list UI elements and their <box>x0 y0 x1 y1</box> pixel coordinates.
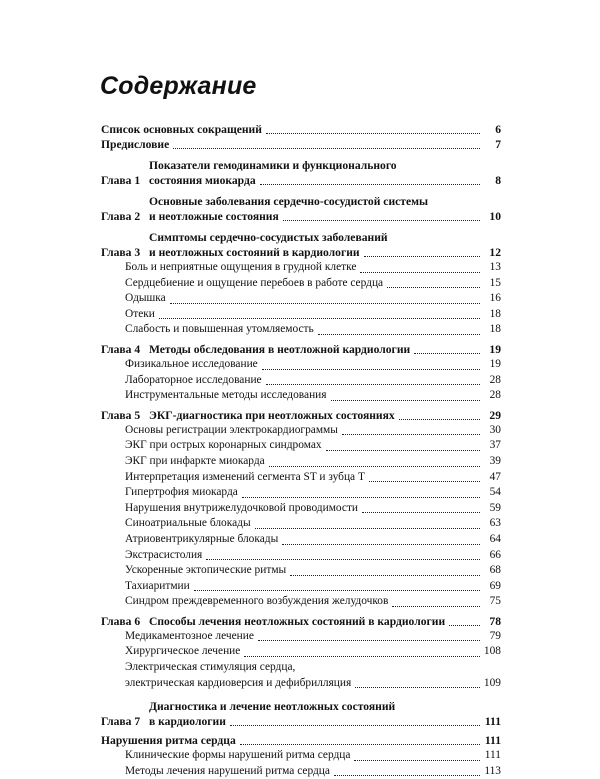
toc-entry-text: Список основных сокращений <box>101 123 262 136</box>
toc-subentry[interactable] <box>101 438 501 454</box>
toc-page-number: 39 <box>489 454 501 467</box>
toc-entry-text: Нарушения ритма сердца <box>101 734 236 748</box>
leader-dots <box>282 544 480 545</box>
toc-subentry[interactable] <box>101 594 501 610</box>
toc-page-number: 69 <box>489 579 501 592</box>
toc-page-number: 111 <box>484 734 501 748</box>
toc-page-number: 7 <box>495 138 501 151</box>
leader-dots <box>206 559 480 560</box>
toc-page-number: 13 <box>489 261 501 273</box>
leader-dots <box>266 384 480 385</box>
toc-subentry[interactable] <box>101 748 501 764</box>
toc-entry-text: ЭКГ при инфаркте миокарда <box>125 454 265 467</box>
leader-dots <box>318 334 480 335</box>
toc-subentry[interactable] <box>101 579 501 595</box>
toc-page-number: 66 <box>489 548 501 561</box>
toc-page-number: 28 <box>489 373 501 386</box>
toc-chapter[interactable] <box>101 699 501 729</box>
leader-dots <box>194 590 480 591</box>
toc-entry-text: Тахиаритмии <box>125 579 190 592</box>
toc-entry-text: Инструментальные методы исследования <box>125 389 327 402</box>
toc-entry-text: Интерпретация изменений сегмента ST и зубца T <box>125 470 365 483</box>
chapter-title-line: Симптомы сердечно-сосудистых заболеваний <box>149 231 388 244</box>
toc-page-number: 18 <box>489 307 501 320</box>
chapter-title-line: ЭКГ-диагностика при неотложных состояниях <box>149 408 395 422</box>
toc-subentry[interactable] <box>101 532 501 548</box>
toc-entry-text: Хирургическое лечение <box>125 645 241 658</box>
toc-page-number: 37 <box>489 439 501 452</box>
toc-page-number: 12 <box>489 246 501 259</box>
chapter-label: Глава 7 <box>101 715 141 729</box>
leader-dots <box>414 353 480 354</box>
chapter-title-line: Показатели гемодинамики и функционального <box>149 159 397 172</box>
toc-page-number: 18 <box>489 323 501 336</box>
toc-subentry[interactable] <box>101 373 501 389</box>
leader-dots <box>269 466 480 467</box>
leader-dots <box>392 606 480 607</box>
toc-entry-text: Лабораторное исследование <box>125 373 262 386</box>
toc-subentry[interactable] <box>101 764 501 779</box>
leader-dots <box>170 303 480 304</box>
toc-subentry[interactable] <box>101 485 501 501</box>
toc-page-number: 109 <box>483 676 501 689</box>
toc-page-number: 16 <box>489 292 501 305</box>
toc-page-number: 30 <box>489 423 501 436</box>
leader-dots <box>326 450 480 451</box>
chapter-label: Глава 6 <box>101 614 141 628</box>
toc-page-number: 54 <box>489 486 501 499</box>
leader-dots <box>355 687 480 688</box>
toc-entry[interactable] <box>101 122 501 137</box>
toc-entry-text: Нарушения внутрижелудочковой проводимости <box>125 501 359 514</box>
toc-subentry[interactable] <box>101 276 501 292</box>
toc-chapter[interactable] <box>101 194 501 224</box>
toc-page-number: 78 <box>489 614 501 628</box>
chapter-label: Глава 4 <box>101 342 141 356</box>
toc-page-number: 47 <box>489 470 501 483</box>
toc-subentry[interactable] <box>101 423 501 439</box>
toc-page-number: 59 <box>489 501 501 514</box>
toc-entry[interactable] <box>101 733 501 748</box>
toc-entry-text: Синдром преждевременного возбуждения желудочков <box>125 595 389 608</box>
toc-chapter[interactable] <box>101 342 501 357</box>
leader-dots <box>360 272 480 273</box>
chapter-label: Глава 1 <box>101 174 141 187</box>
leader-dots <box>283 220 480 221</box>
leader-dots <box>449 625 480 626</box>
toc-entry-text: Предисловие <box>101 138 170 151</box>
leader-dots <box>399 419 480 420</box>
chapter-title-line: Диагностика и лечение неотложных состояний <box>149 700 396 714</box>
leader-dots <box>260 184 480 185</box>
toc-entry-text: Отеки <box>125 307 155 320</box>
toc-subentry[interactable] <box>101 516 501 532</box>
toc-subentry[interactable] <box>101 629 501 645</box>
leader-dots <box>362 512 480 513</box>
toc-subentry[interactable] <box>101 548 501 564</box>
toc-subentry[interactable] <box>101 260 501 276</box>
chapter-label: Глава 5 <box>101 408 141 422</box>
chapter-title-line: и неотложные состояния <box>149 210 279 223</box>
leader-dots <box>369 481 480 482</box>
toc-chapter[interactable] <box>101 408 501 423</box>
toc-subentry[interactable] <box>101 307 501 323</box>
toc-entry-text: Ускоренные эктопические ритмы <box>125 564 287 577</box>
table-of-contents <box>101 119 501 779</box>
toc-page-number: 113 <box>484 764 501 777</box>
toc-page-number: 75 <box>489 595 501 608</box>
toc-entry-text: Одышка <box>125 292 166 305</box>
toc-entry-text: Методы лечения нарушений ритма сердца <box>125 764 330 777</box>
toc-subentry[interactable] <box>101 322 501 338</box>
leader-dots <box>266 133 480 134</box>
toc-entry-text: Электрическая стимуляция сердца, <box>125 661 296 674</box>
toc-page-number: 63 <box>489 517 501 530</box>
toc-page-number: 19 <box>489 357 501 370</box>
chapter-label: Глава 3 <box>101 246 141 259</box>
toc-entry-text: ЭКГ при острых коронарных синдромах <box>125 439 322 452</box>
toc-entry-text: Боль и неприятные ощущения в грудной клетке <box>125 261 357 273</box>
chapter-title-line: состояния миокарда <box>149 174 256 187</box>
leader-dots <box>354 760 480 761</box>
toc-page-number: 111 <box>484 715 501 729</box>
leader-dots <box>230 725 480 726</box>
toc-subentry[interactable] <box>101 470 501 486</box>
chapter-title-line: Способы лечения неотложных состояний в кардиологии <box>149 614 446 628</box>
leader-dots <box>342 434 480 435</box>
leader-dots <box>159 318 480 319</box>
chapter-title-line: Методы обследования в неотложной кардиологии <box>149 342 411 356</box>
toc-entry-text: Слабость и повышенная утомляемость <box>125 323 314 336</box>
chapter-title-line: и неотложных состояний в кардиологии <box>149 246 360 259</box>
toc-subentry[interactable] <box>101 291 501 307</box>
toc-entry-text: Физикальное исследование <box>125 357 258 370</box>
toc-entry-text: Медикаментозное лечение <box>125 629 254 642</box>
toc-subentry[interactable] <box>101 563 501 579</box>
toc-subentry[interactable] <box>101 388 501 404</box>
toc-subentry[interactable] <box>101 660 501 691</box>
leader-dots <box>364 256 480 257</box>
toc-page-number: 8 <box>495 174 501 187</box>
toc-entry-text: Атриовентрикулярные блокады <box>125 532 279 545</box>
toc-page-number: 68 <box>489 564 501 577</box>
chapter-title-line: в кардиологии <box>149 715 226 729</box>
chapter-label: Глава 2 <box>101 210 141 223</box>
page-title: Содержание <box>100 72 257 100</box>
leader-dots <box>331 400 480 401</box>
leader-dots <box>255 528 480 529</box>
toc-entry-text: Основы регистрации электрокардиограммы <box>125 423 338 436</box>
toc-page-number: 108 <box>483 645 501 658</box>
toc-page-number: 111 <box>484 749 501 762</box>
toc-page-number: 28 <box>489 389 501 402</box>
leader-dots <box>262 369 480 370</box>
toc-chapter[interactable] <box>101 614 501 629</box>
leader-dots <box>244 656 480 657</box>
toc-page-number: 19 <box>489 342 501 356</box>
toc-page-number: 6 <box>495 123 501 136</box>
leader-dots <box>387 287 480 288</box>
toc-page-number: 79 <box>489 629 501 642</box>
toc-page-number: 29 <box>489 408 501 422</box>
toc-page-number: 64 <box>489 532 501 545</box>
toc-page-number: 10 <box>489 210 501 223</box>
toc-entry[interactable] <box>101 137 501 152</box>
toc-subentry[interactable] <box>101 644 501 660</box>
toc-chapter[interactable] <box>101 158 501 188</box>
toc-subentry[interactable] <box>101 454 501 470</box>
toc-entry-text: электрическая кардиоверсия и дефибрилляция <box>125 676 352 689</box>
leader-dots <box>240 744 480 745</box>
toc-entry-text: Клинические формы нарушений ритма сердца <box>125 749 351 762</box>
leader-dots <box>242 497 480 498</box>
toc-page-number: 15 <box>489 276 501 289</box>
leader-dots <box>258 640 480 641</box>
toc-entry-text: Сердцебиение и ощущение перебоев в работе сердца <box>125 276 384 289</box>
toc-subentry[interactable] <box>101 501 501 517</box>
toc-entry-text: Синоатриальные блокады <box>125 517 251 530</box>
toc-subentry[interactable] <box>101 357 501 373</box>
chapter-title-line: Основные заболевания сердечно-сосудистой системы <box>149 195 429 208</box>
toc-chapter[interactable] <box>101 230 501 260</box>
toc-entry-text: Гипертрофия миокарда <box>125 486 238 499</box>
leader-dots <box>334 775 480 776</box>
leader-dots <box>173 148 480 149</box>
leader-dots <box>290 575 480 576</box>
toc-entry-text: Экстрасистолия <box>125 548 203 561</box>
